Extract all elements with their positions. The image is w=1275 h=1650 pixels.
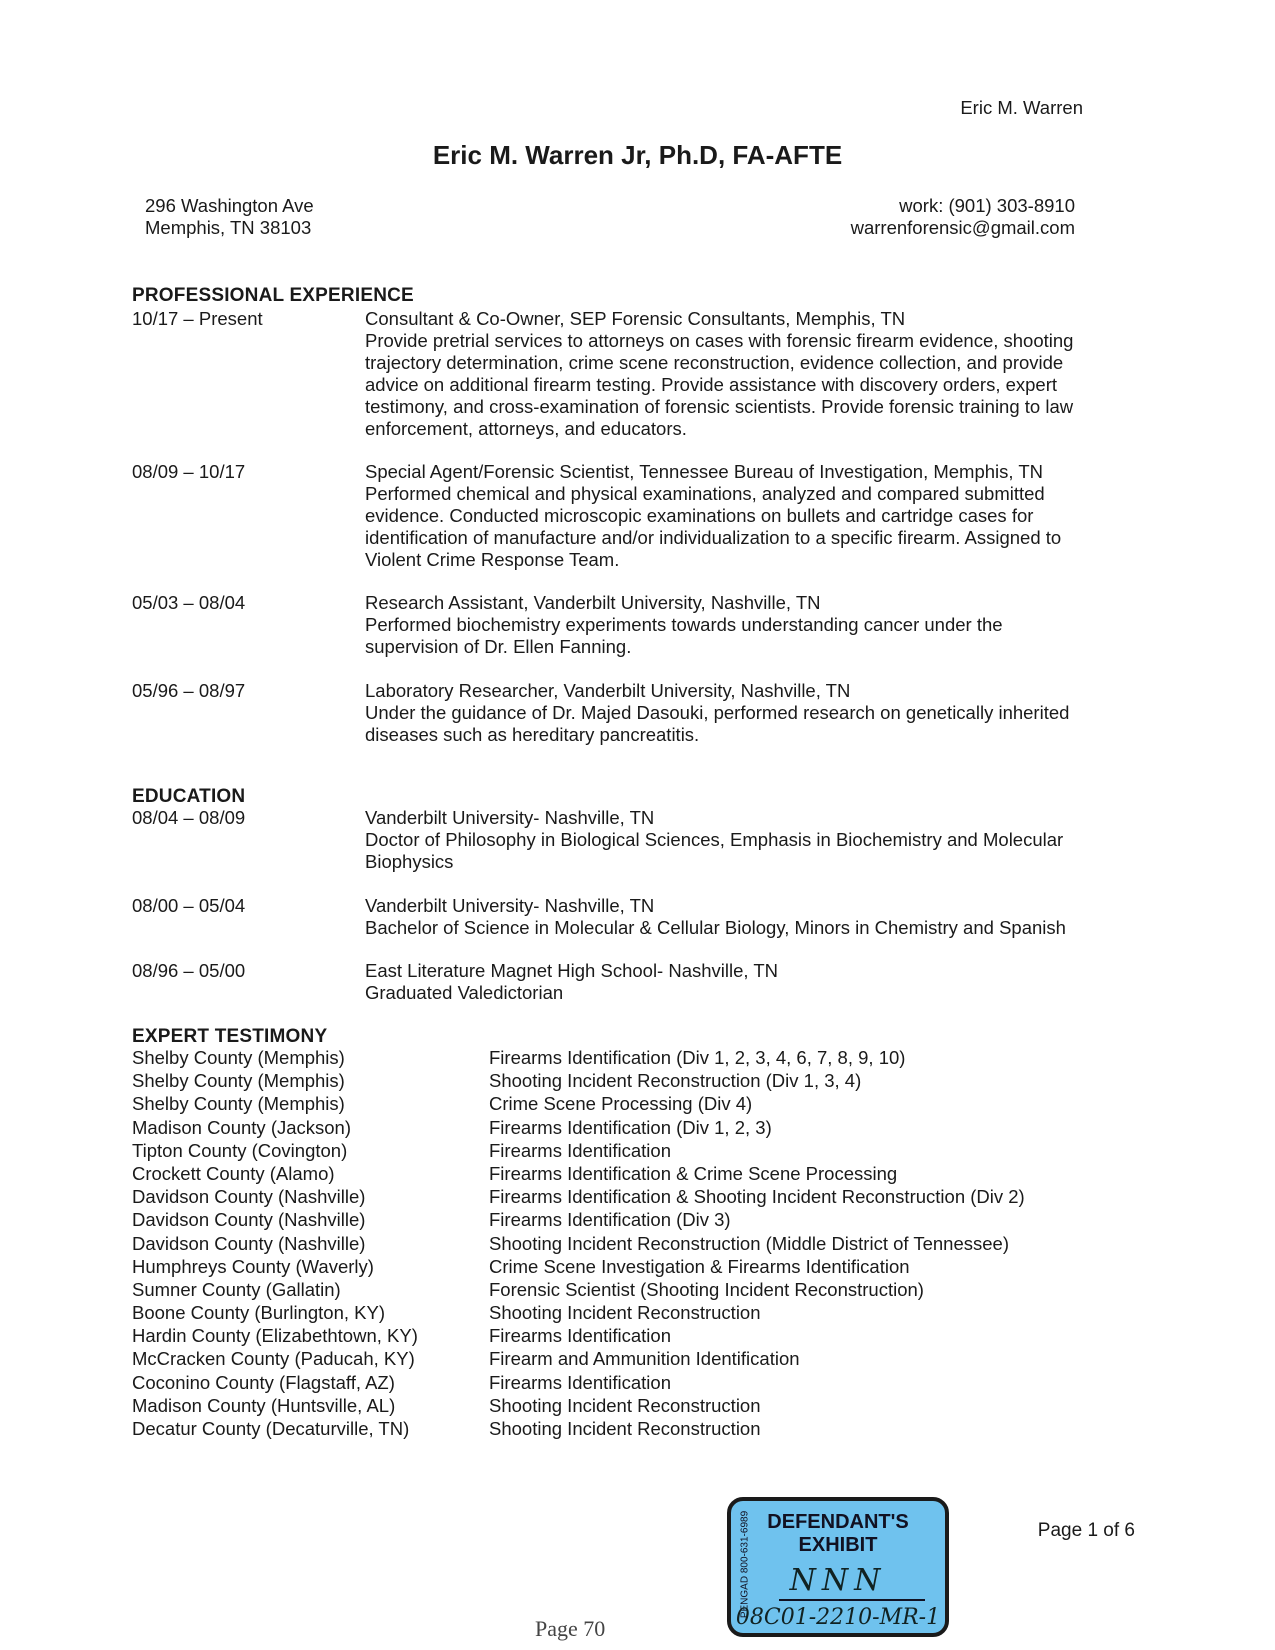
testimony-area: Firearm and Ammunition Identification (489, 1348, 800, 1370)
stamp-line-defendants: DEFENDANT'S (767, 1511, 909, 1533)
entry-line: diseases such as hereditary pancreatitis. (365, 724, 700, 745)
entry-body (365, 308, 1265, 440)
testimony-area: Forensic Scientist (Shooting Incident Reconstruction) (489, 1278, 924, 1300)
testimony-county: Coconino County (Flagstaff, AZ) (132, 1371, 395, 1393)
stamp-line-exhibit: EXHIBIT (798, 1534, 878, 1556)
entry-line: East Literature Magnet High School- Nashville, TN (365, 960, 779, 981)
entry-body (365, 680, 1265, 746)
exhibit-stamp (727, 1497, 949, 1637)
entry-date: 05/96 – 08/97 (132, 680, 246, 701)
entry-body (365, 895, 1265, 939)
stamp-vendor-text: PENGAD 800-631-6989 (739, 1510, 751, 1619)
entry-date: 08/09 – 10/17 (132, 461, 246, 482)
testimony-area: Firearms Identification & Crime Scene Processing (489, 1162, 898, 1184)
testimony-area: Shooting Incident Reconstruction (489, 1418, 761, 1439)
entry-line: Bachelor of Science in Molecular & Cellular Biology, Minors in Chemistry and Spanish (365, 917, 1066, 938)
page-number: Page 1 of 6 (1037, 1520, 1135, 1541)
testimony-area: Firearms Identification (489, 1325, 671, 1347)
testimony-county: Shelby County (Memphis) (132, 1070, 345, 1092)
entry-line: Vanderbilt University- Nashville, TN (365, 895, 655, 916)
stamp-exhibit-mark: NNN (789, 1563, 887, 1598)
testimony-county: Shelby County (Memphis) (132, 1047, 345, 1068)
page-title: Eric M. Warren Jr, Ph.D, FA-AFTE (432, 140, 843, 170)
testimony-area: Firearms Identification & Shooting Incident Reconstruction (Div 2) (489, 1186, 1025, 1208)
testimony-area: Shooting Incident Reconstruction (489, 1394, 761, 1416)
entry-line: Biophysics (365, 851, 454, 872)
entry-body (365, 960, 1265, 1004)
entry-line: Consultant & Co-Owner, SEP Forensic Consultants, Memphis, TN (365, 308, 906, 329)
testimony-area: Firearms Identification (Div 1, 2, 3, 4, 6, 7, 8, 9, 10) (489, 1047, 906, 1068)
testimony-county: Davidson County (Nashville) (132, 1209, 366, 1231)
testimony-area: Firearms Identification (489, 1371, 671, 1393)
testimony-area: Firearms Identification (Div 3) (489, 1209, 731, 1231)
address-line: 296 Washington Ave (145, 195, 314, 216)
entry-line: identification of manufacture and/or individualization to a specific firearm. Assigned to (365, 527, 1062, 548)
entry-body (365, 461, 1265, 571)
testimony-county: Madison County (Jackson) (132, 1116, 352, 1138)
testimony-county: Davidson County (Nashville) (132, 1186, 366, 1208)
entry-line: Research Assistant, Vanderbilt University, Nashville, TN (365, 592, 821, 613)
testimony-county: Sumner County (Gallatin) (132, 1278, 341, 1300)
entry-line: Graduated Valedictorian (365, 982, 564, 1003)
testimony-county: Decatur County (Decaturville, TN) (132, 1418, 410, 1439)
bates-page-footer: Page 70 (535, 1616, 606, 1641)
entry-date: 05/03 – 08/04 (132, 592, 246, 613)
email-address: warrenforensic@gmail.com (850, 217, 1075, 238)
entry-date: 08/96 – 05/00 (132, 960, 246, 981)
testimony-area: Crime Scene Investigation & Firearms Identification (489, 1255, 910, 1277)
entry-line: Vanderbilt University- Nashville, TN (365, 807, 655, 828)
testimony-county: Hardin County (Elizabethtown, KY) (132, 1325, 418, 1347)
stamp-case-number: 08C01-2210-MR-1 (735, 1605, 941, 1630)
entry-line: Laboratory Researcher, Vanderbilt University, Nashville, TN (365, 680, 851, 701)
testimony-county: McCracken County (Paducah, KY) (132, 1348, 415, 1370)
testimony-county: Davidson County (Nashville) (132, 1232, 366, 1254)
work-phone: work: (901) 303-8910 (899, 195, 1075, 216)
testimony-area: Shooting Incident Reconstruction (Div 1, 3, 4) (489, 1070, 862, 1092)
testimony-county: Tipton County (Covington) (132, 1139, 348, 1161)
testimony-area: Firearms Identification (489, 1139, 671, 1161)
testimony-county: Humphreys County (Waverly) (132, 1255, 374, 1277)
entry-line: supervision of Dr. Ellen Fanning. (365, 636, 632, 657)
entry-line: testimony, and cross-examination of forensic scientists. Provide forensic training to law (365, 396, 1074, 417)
testimony-county: Madison County (Huntsville, AL) (132, 1394, 396, 1416)
entry-line: Performed biochemistry experiments towards understanding cancer under the (365, 614, 1003, 635)
entry-line: enforcement, attorneys, and educators. (365, 418, 687, 439)
entry-line: Provide pretrial services to attorneys on cases with forensic firearm evidence, shooting (365, 330, 1074, 351)
entry-line: Performed chemical and physical examinations, analyzed and compared submitted (365, 483, 1045, 504)
entry-line: evidence. Conducted microscopic examinations on bullets and cartridge cases for (365, 505, 1034, 526)
entry-date: 08/04 – 08/09 (132, 807, 246, 828)
entry-date: 10/17 – Present (132, 308, 263, 329)
running-header: Eric M. Warren (960, 97, 1083, 118)
section-heading-education: EDUCATION (132, 786, 246, 807)
entry-date: 08/00 – 05/04 (132, 895, 246, 916)
stamp-underline (779, 1599, 925, 1601)
testimony-county: Shelby County (Memphis) (132, 1093, 345, 1115)
testimony-area: Crime Scene Processing (Div 4) (489, 1093, 753, 1115)
address-line: Memphis, TN 38103 (145, 217, 312, 238)
entry-line: Doctor of Philosophy in Biological Sciences, Emphasis in Biochemistry and Molecular (365, 829, 1064, 850)
testimony-area: Shooting Incident Reconstruction (Middle District of Tennessee) (489, 1232, 1009, 1254)
entry-body (365, 592, 1265, 658)
contact-block (851, 195, 1075, 239)
testimony-county: Crockett County (Alamo) (132, 1162, 335, 1184)
entry-line: advice on additional firearm testing. Provide assistance with discovery orders, expert (365, 374, 1058, 395)
entry-line: Violent Crime Response Team. (365, 549, 620, 570)
entry-line: Under the guidance of Dr. Majed Dasouki, performed research on genetically inherited (365, 702, 1070, 723)
testimony-area: Shooting Incident Reconstruction (489, 1302, 761, 1324)
testimony-county: Boone County (Burlington, KY) (132, 1302, 385, 1324)
address-block (145, 195, 314, 239)
entry-line: Special Agent/Forensic Scientist, Tennessee Bureau of Investigation, Memphis, TN (365, 461, 1044, 482)
section-heading-testimony: EXPERT TESTIMONY (132, 1026, 328, 1047)
section-heading-experience: PROFESSIONAL EXPERIENCE (132, 285, 414, 306)
entry-body (365, 807, 1265, 873)
testimony-area: Firearms Identification (Div 1, 2, 3) (489, 1116, 772, 1138)
entry-line: trajectory determination, crime scene reconstruction, evidence collection, and provide (365, 352, 1064, 373)
